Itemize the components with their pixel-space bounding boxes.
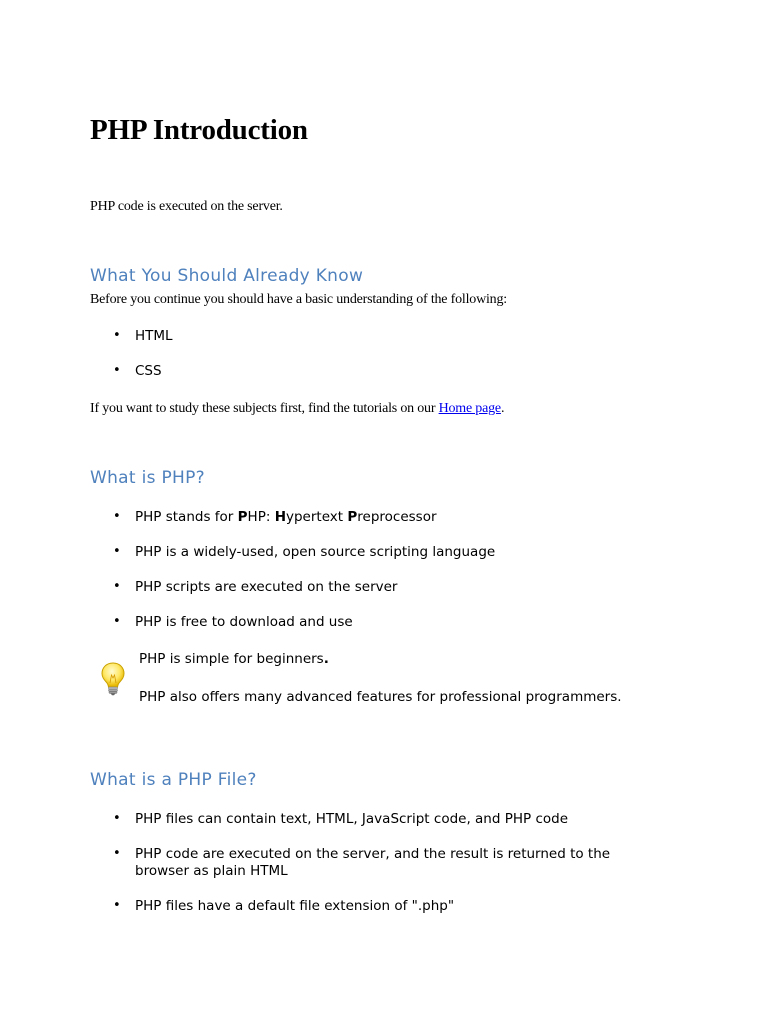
- section-heading-prerequisites: What You Should Already Know: [90, 266, 364, 286]
- section-heading-what-is-php-file: What is a PHP File?: [90, 770, 257, 790]
- bullet-icon: •: [113, 846, 121, 861]
- bullet-icon: •: [113, 363, 121, 378]
- bullet-icon: •: [113, 579, 121, 594]
- lightbulb-icon: [100, 662, 126, 696]
- bullet-icon: •: [113, 328, 121, 343]
- page-title: PHP Introduction: [90, 114, 308, 146]
- tip-line-2: PHP also offers many advanced features for professional programmers.: [139, 689, 622, 705]
- prerequisites-lead: Before you continue you should have a basic understanding of the following:: [90, 292, 507, 307]
- bullet-icon: •: [113, 509, 121, 524]
- home-page-link[interactable]: Home page: [438, 401, 501, 416]
- bullet-icon: •: [113, 898, 121, 913]
- tip-line-1: PHP is simple for beginners.: [139, 651, 329, 667]
- bullet-icon: •: [113, 614, 121, 629]
- section-heading-what-is-php: What is PHP?: [90, 468, 205, 488]
- tip-box: [90, 647, 690, 717]
- bullet-icon: •: [113, 544, 121, 559]
- intro-text: PHP code is executed on the server.: [90, 199, 283, 214]
- bullet-icon: •: [113, 811, 121, 826]
- study-text: If you want to study these subjects first, find the tutorials on our Home page.: [90, 401, 505, 416]
